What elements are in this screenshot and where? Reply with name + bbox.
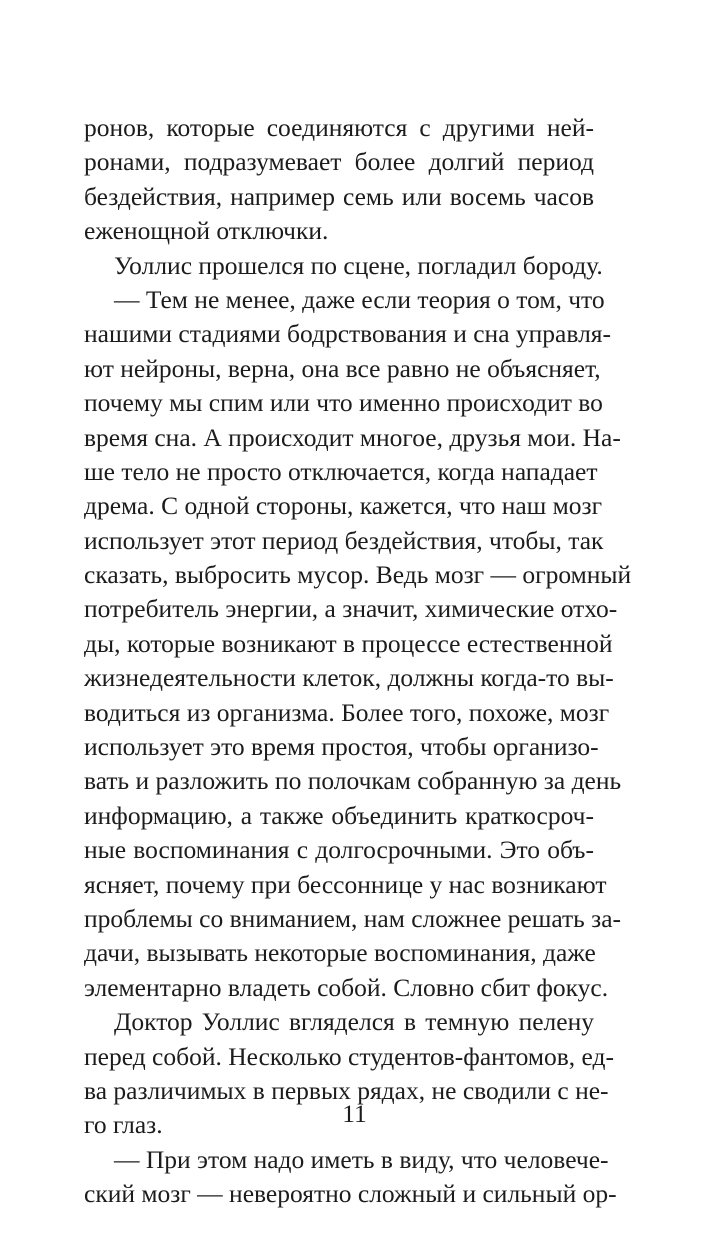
text-line: использует этот период бездействия, чтобы, так <box>84 525 604 555</box>
paragraph-start-line: — При этом надо иметь в виду, что человече- <box>114 1144 609 1174</box>
text-line: ше тело не просто отключается, когда нападает <box>84 456 598 486</box>
text-line: водиться из организма. Более того, похоже, мозг <box>84 697 610 727</box>
body-text <box>84 111 632 1212</box>
text-line: ные воспоминания с долгосрочными. Это объ- <box>84 835 594 865</box>
text-line: бездействия, например семь или восемь часов <box>84 181 594 211</box>
text-line: ясняет, почему при бессоннице у нас возникают <box>84 869 607 899</box>
text-line: потребитель энергии, а значит, химические отхо- <box>84 594 618 624</box>
page-number: 11 <box>342 1099 367 1128</box>
text-line: дрема. С одной стороны, кажется, что наш мозг <box>84 491 603 521</box>
text-line: еженощной отключки. <box>84 216 329 246</box>
text-line: вать и разложить по полочкам собранную за день <box>84 766 622 796</box>
text-line: дачи, вызывать некоторые воспоминания, даже <box>84 938 596 968</box>
text-line: перед собой. Несколько студентов-фантомов, ед- <box>84 1041 614 1071</box>
paragraph-start-line: Доктор Уоллис вгляделся в темную пелену <box>114 1007 594 1037</box>
text-line: ронами, подразумевает более долгий период <box>84 147 594 177</box>
text-line: го глаз. <box>84 1110 163 1140</box>
text-line: ва различимых в первых рядах, не сводили с не- <box>84 1075 609 1105</box>
text-line: ют нейроны, верна, она все равно не объясняет, <box>84 353 601 383</box>
text-line: информацию, а также объединить краткосроч- <box>84 800 594 830</box>
text-line: проблемы со вниманием, нам сложнее решать за- <box>84 903 622 933</box>
text-line: ский мозг — невероятно сложный и сильный ор- <box>84 1179 617 1209</box>
text-line: ронов, которые соединяются с другими ней- <box>84 113 594 142</box>
text-line: нашими стадиями бодрствования и сна управля- <box>84 319 612 349</box>
text-line: использует это время простоя, чтобы организо- <box>84 732 599 762</box>
paragraph-start-line: Уоллис прошелся по сцене, погладил бороду. <box>114 250 603 280</box>
text-line: элементарно владеть собой. Словно сбит фокус. <box>84 972 609 1002</box>
text-line: сказать, выбросить мусор. Ведь мозг — огромный <box>84 560 632 590</box>
paragraph-start-line: — Тем не менее, даже если теория о том, что <box>114 284 605 314</box>
text-line: ды, которые возникают в процессе естественной <box>84 628 613 658</box>
text-line: почему мы спим или что именно происходит во <box>84 388 603 418</box>
text-line: время сна. А происходит многое, друзья мои. На- <box>84 422 621 452</box>
text-line: жизнедеятельности клеток, должны когда-то вы- <box>84 663 614 693</box>
